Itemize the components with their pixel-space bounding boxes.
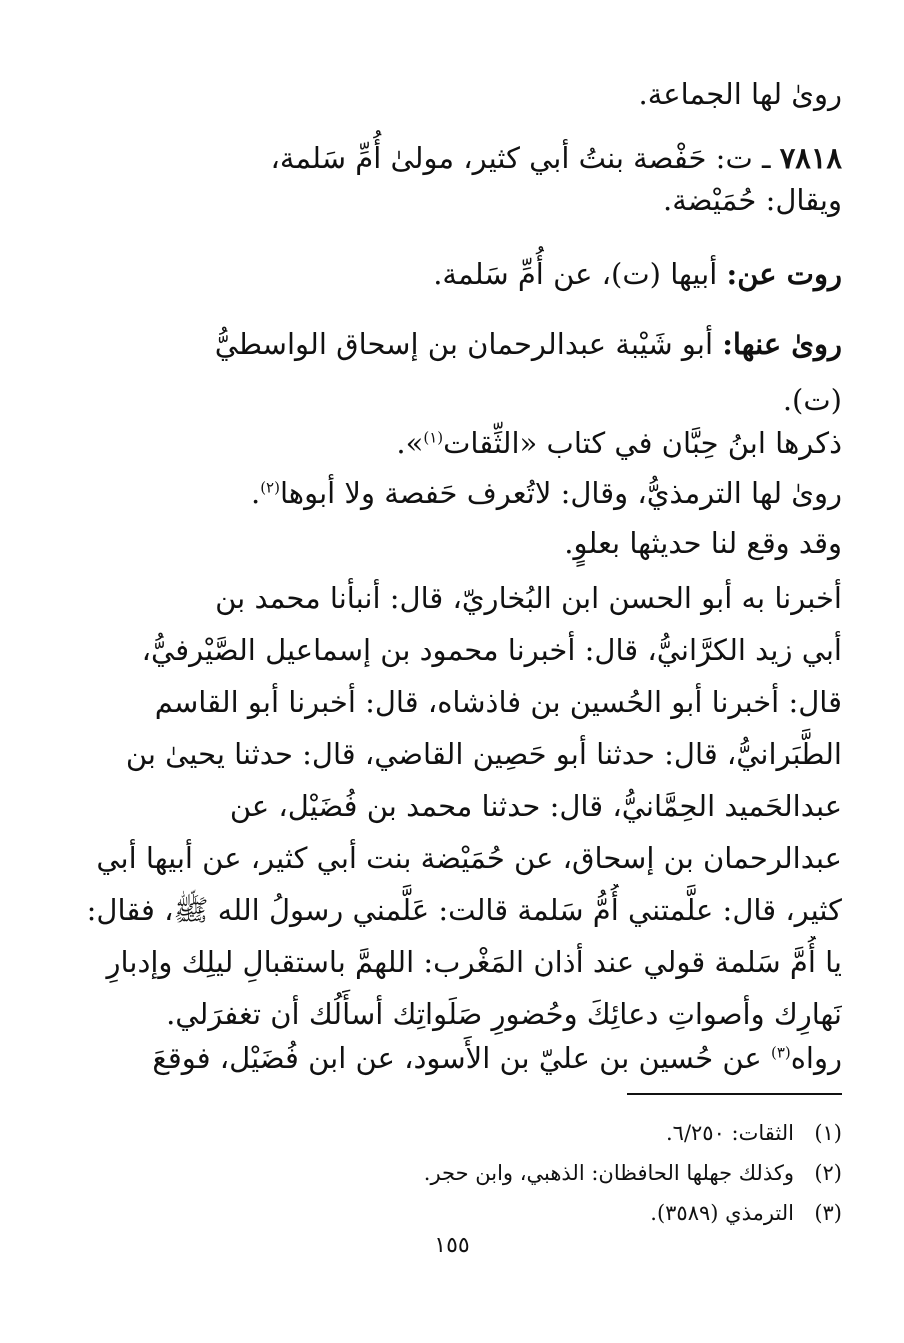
notes-block <box>58 418 842 568</box>
footnote-ref-1[interactable]: (١) <box>423 428 444 447</box>
paragraph-line: قال: أخبرنا أبو الحُسين بن فاذشاه، قال: أخبرنا أبو القاسم <box>154 685 842 719</box>
entry-title: ـ ت: حَفْصة بنتُ أبي كثير، مولىٰ أُمِّ سَلمة، <box>270 141 771 175</box>
last-line-block <box>58 1030 842 1086</box>
page-number: ١٥٥ <box>434 1233 470 1258</box>
footnote-number: (٢) <box>814 1161 842 1185</box>
note-line-2: رویٰ لها الترمذيُّ، وقال: لاتُعرف حَفصة ولا أبوها$^{(٢)}$. <box>250 476 842 510</box>
entry-number: ٧٨١٨ <box>779 141 842 175</box>
narrated-by-label: رویٰ عنها: <box>722 327 842 361</box>
footnote-1 <box>58 1113 842 1153</box>
narrated-by-block <box>58 316 842 428</box>
narrated-from-block <box>58 246 842 302</box>
footnote-ref-2[interactable]: (٢) <box>260 478 280 497</box>
last-line: رواه$^{(٣)}$ عن حُسين بن عليّ بن الأَسود، عن ابن فُضَيْل، فوقعَ <box>152 1041 842 1075</box>
hadith-paragraph <box>58 572 842 1040</box>
paragraph-line: عبدالرحمان بن إسحاق، عن حُمَيْضة بنت أبي كثير، عن أبيها أبي <box>96 841 842 875</box>
footnote-number: (١) <box>814 1121 842 1145</box>
top-line-block <box>58 66 842 122</box>
paragraph-line: عبدالحَميد الحِمَّانيُّ، قال: حدثنا محمد بن فُضَيْل، عن <box>229 789 842 823</box>
top-line: رویٰ لها الجماعة. <box>638 77 842 111</box>
footnote-text: الثقات: ٦/٢٥٠. <box>665 1121 794 1145</box>
narrated-by-line-1 <box>58 316 842 372</box>
footnotes <box>58 1113 842 1233</box>
narrated-by-text: أبو شَيْبة عبدالرحمان بن إسحاق الواسطيُّ <box>214 327 713 361</box>
footnote-number: (٣) <box>814 1201 842 1225</box>
paragraph-line: كثير، قال: علَّمتني أُمُّ سَلمة قالت: عَلَّمني رسولُ الله ﷺ، فقال: <box>86 893 842 927</box>
paragraph-line: نَهارِك وأصواتِ دعائِكَ وحُضورِ صَلَواتِك أسأَلُك أن تغفرَلي. <box>166 997 842 1031</box>
footnote-text: وكذلك جهلها الحافظان: الذهبي، وابن حجر. <box>423 1161 794 1185</box>
footnote-separator <box>627 1093 842 1095</box>
paragraph-line: أبي زيد الكرَّانيُّ، قال: أخبرنا محمود بن إسماعيل الصَّيْرفيُّ، <box>141 633 842 667</box>
narrated-by-line-2: (ت). <box>782 383 842 417</box>
entry-line-2: ويقال: حُمَيْضة. <box>663 183 842 217</box>
entry-block <box>58 130 842 228</box>
footnote-text: الترمذي (٣٥٨٩). <box>650 1201 794 1225</box>
narrated-from-line <box>58 246 842 302</box>
narrated-from-label: روت عن: <box>726 257 842 291</box>
paragraph-line: أخبرنا به أبو الحسن ابن البُخاريّ، قال: أنبأنا محمد بن <box>215 581 842 615</box>
paragraph-line: الطَّبَرانيُّ، قال: حدثنا أبو حَصِين القاضي، قال: حدثنا يحيىٰ بن <box>125 737 842 771</box>
footnote-ref-3[interactable]: (٣) <box>770 1043 791 1062</box>
footnote-2 <box>58 1153 842 1193</box>
note-line-1: ذكرها ابنُ حِبَّان في كتاب «الثِّقات$^{(١)}$». <box>396 426 842 460</box>
narrated-from-text: أبيها (ت)، عن أُمِّ سَلمة. <box>433 257 718 291</box>
footnote-3 <box>58 1193 842 1233</box>
note-line-3: وقد وقع لنا حديثها بعلوٍ. <box>564 526 842 560</box>
paragraph-line: يا أُمَّ سَلمة قولي عند أذان المَغْرب: اللهمَّ باستقبالِ ليلِك وإدبارِ <box>106 945 842 979</box>
